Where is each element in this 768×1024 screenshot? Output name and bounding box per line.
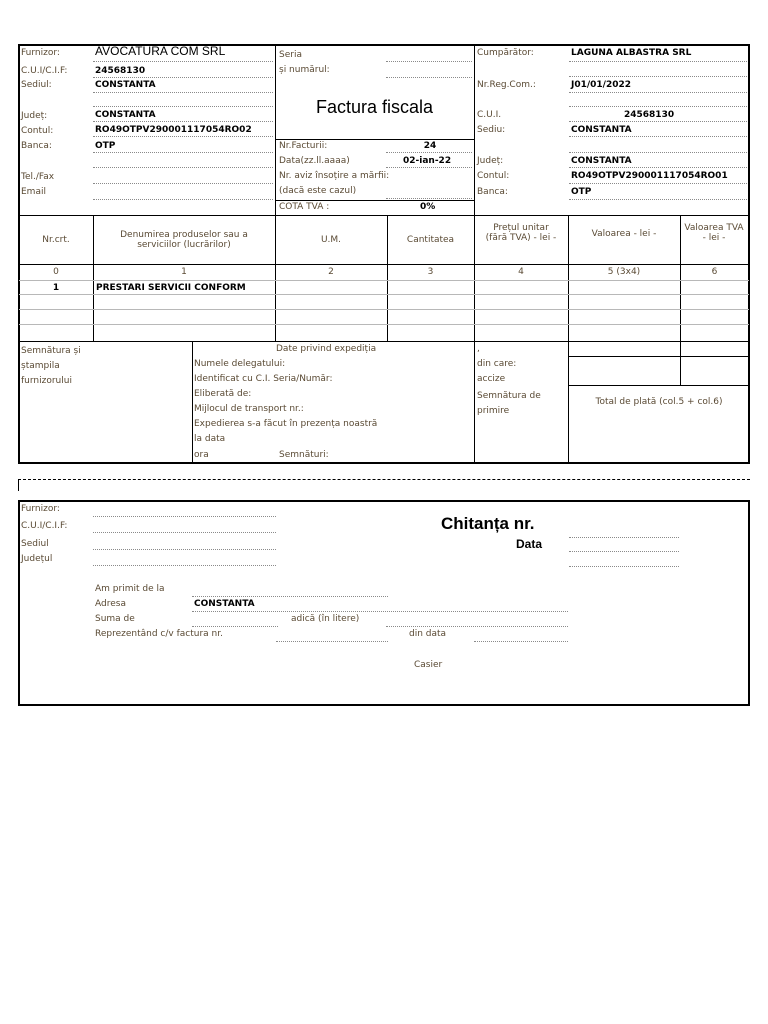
col-header-qty: Cantitatea (406, 235, 455, 245)
col-header-vat: Valoarea TVA - lei - (684, 223, 744, 243)
buyer-cui-label: C.U.I. (477, 110, 502, 120)
supplier-county-label: Județ: (21, 111, 48, 121)
buyer-reg: J01/01/2022 (571, 80, 632, 90)
receipt-address2: CONSTANTA (194, 599, 255, 609)
supplier-county: CONSTANTA (95, 110, 156, 120)
from-date-label: din data (409, 629, 447, 639)
expedition-title: Date privind expediția (276, 344, 377, 354)
buyer-county-label: Județ: (477, 156, 504, 166)
receipt-supplier-label: Furnizor: (21, 504, 60, 514)
col-number: 1 (181, 267, 187, 277)
excise-label: accize (477, 374, 506, 384)
supplier-address-label: Sediul: (21, 80, 52, 90)
issued-label: Eliberată de: (194, 389, 252, 399)
series-label: Seria (279, 50, 302, 60)
item-name: PRESTARI SERVICII CONFORM (96, 283, 246, 293)
of-which-label: din care: (477, 359, 517, 369)
supplier-account-label: Contul: (21, 126, 54, 136)
words-label: adică (în litere) (291, 614, 360, 624)
invoice-no: 24 (423, 141, 437, 151)
invoice-no-label: Nr.Facturii: (279, 141, 328, 151)
supplier-address: CONSTANTA (95, 80, 156, 90)
vat-rate: 0% (420, 202, 436, 212)
supplier-bank-label: Banca: (21, 141, 52, 151)
receipt-address-label: Sediul (21, 539, 49, 549)
buyer-account-label: Contul: (477, 171, 510, 181)
id-label: Identificat cu C.I. Seria/Număr: (194, 374, 333, 384)
buyer-cui: 24568130 (624, 110, 675, 120)
supplier-name-label: Furnizor: (21, 48, 60, 58)
total-label: Total de plată (col.5 + col.6) (595, 397, 723, 407)
aviz-label: Nr. aviz însoțire a mărfii: (279, 171, 390, 181)
comma-label: , (477, 344, 480, 354)
delegate-label: Numele delegatului: (194, 359, 286, 369)
col-number: 0 (53, 267, 59, 277)
col-number: 2 (328, 267, 334, 277)
col-number: 4 (518, 267, 524, 277)
col-number: 3 (427, 267, 434, 277)
buyer-account: RO49OTPV290001117054RO01 (571, 171, 728, 181)
col-header-nr: Nr.crt. (42, 235, 70, 245)
supplier-email-label: Email (21, 187, 46, 197)
vat-label: COTA TVA : (279, 202, 330, 212)
number-label: și numărul: (279, 65, 330, 75)
receipt-cui-label: C.U.I/C.I.F: (21, 521, 68, 531)
supplier-signature-label: Semnătura și ștampila furnizorului (21, 346, 81, 386)
buyer-address-label: Sediu: (477, 125, 506, 135)
receipt-county-label: Județul (21, 554, 53, 564)
representing-label: Reprezentând c/v factura nr. (95, 629, 223, 639)
transport-label: Mijlocul de transport nr.: (194, 404, 304, 414)
signatures-label: Semnături: (279, 450, 329, 460)
col-header-um: U.M. (320, 235, 342, 245)
col-number: 5 (3x4) (607, 267, 641, 277)
item-nr: 1 (52, 283, 60, 293)
presence-label: Expedierea s-a făcut în prezența noastră (194, 419, 378, 429)
receipt-border (18, 500, 750, 706)
supplier-bank: OTP (95, 141, 116, 151)
buyer-address: CONSTANTA (571, 125, 632, 135)
supplier-cui: 24568130 (95, 66, 146, 76)
received-from-label: Am primit de la (95, 584, 165, 594)
receipt-title: Chitanța nr. (441, 514, 535, 533)
sum-label: Suma de (95, 614, 135, 624)
buyer-bank-label: Banca: (477, 187, 508, 197)
cashier-label: Casier (414, 660, 443, 670)
date-label: Data(zz.ll.aaaa) (279, 156, 350, 166)
buyer-bank: OTP (571, 187, 592, 197)
receipt-address2-label: Adresa (95, 599, 126, 609)
col-number: 6 (711, 267, 718, 277)
aviz-note: (dacă este cazul) (279, 186, 357, 196)
time-field-label: ora (194, 450, 209, 460)
receipt-date-label: Data (516, 537, 543, 551)
supplier-telfax-label: Tel./Fax (21, 172, 55, 182)
invoice-date: 02-ian-22 (403, 156, 452, 166)
supplier-name: AVOCATURA COM SRL (95, 44, 226, 58)
date-field-label: la data (194, 434, 226, 444)
invoice-title: Factura fiscala (315, 97, 434, 117)
receipt-signature-label: Semnătura de primire (477, 391, 541, 416)
buyer-name: LAGUNA ALBASTRA SRL (571, 48, 692, 58)
buyer-reg-label: Nr.Reg.Com.: (477, 80, 536, 90)
col-header-value: Valoarea - lei - (591, 229, 657, 239)
buyer-county: CONSTANTA (571, 156, 632, 166)
cut-line (18, 479, 750, 480)
col-header-price: Prețul unitar (fără TVA) - lei - (485, 223, 557, 243)
col-header-name: Denumirea produselor sau a serviciilor (lucrărilor) (120, 230, 248, 250)
buyer-name-label: Cumpărător: (477, 48, 534, 58)
supplier-account: RO49OTPV290001117054RO02 (95, 125, 252, 135)
supplier-cui-label: C.U.I/C.I.F: (21, 66, 68, 76)
